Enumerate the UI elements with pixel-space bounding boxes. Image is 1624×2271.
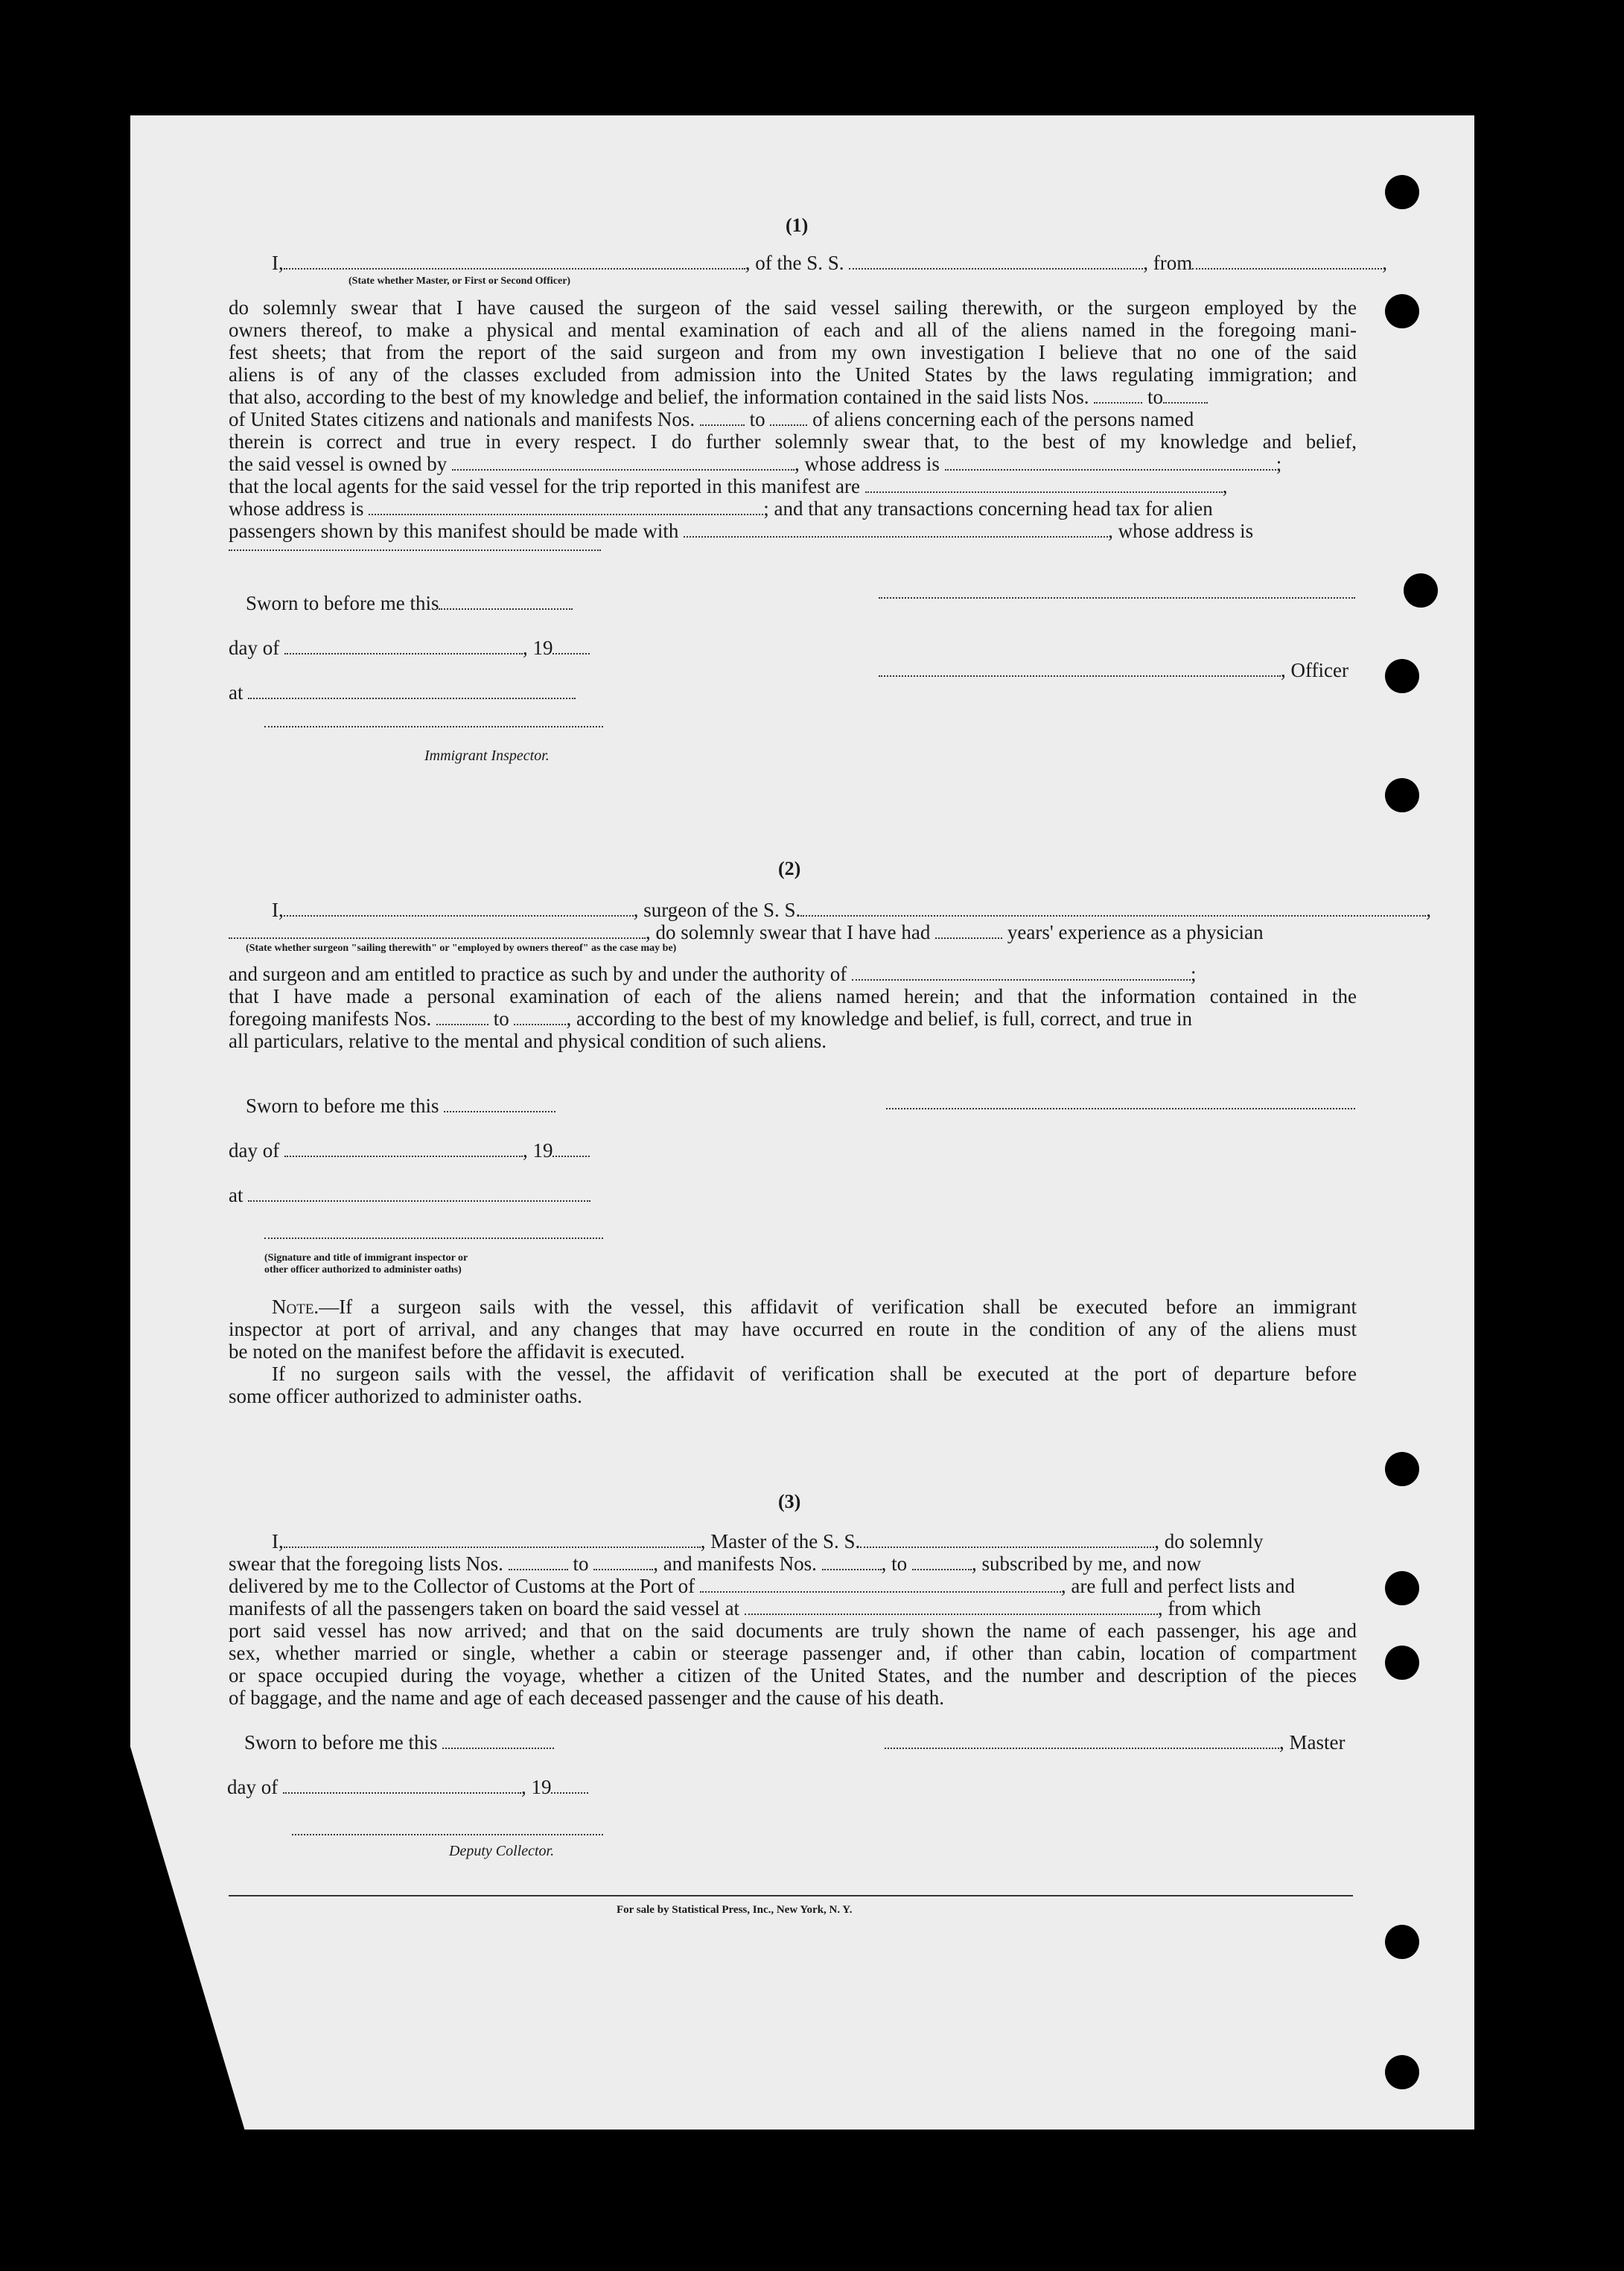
s1-officer-sign-line bbox=[879, 597, 1355, 599]
section-label-1: (1) bbox=[786, 214, 809, 236]
s2-sworn: Sworn to before me this bbox=[246, 1095, 555, 1117]
punch-hole bbox=[1385, 778, 1419, 812]
s3-collector-label: Deputy Collector. bbox=[449, 1843, 555, 1859]
s1-sworn: Sworn to before me this bbox=[246, 592, 573, 614]
note-line: inspector at port of arrival, and any changes that may have occurred en route in the condition of any of the aliens must bbox=[229, 1318, 1357, 1340]
bleed-through bbox=[745, 134, 1116, 153]
s2-line-6: all particulars, relative to the mental and physical condition of such aliens. bbox=[229, 1030, 827, 1052]
s1-line-10: that the local agents for the said vessel for the trip reported in this manifest are , bbox=[229, 475, 1228, 497]
punch-hole bbox=[1385, 659, 1419, 693]
s3-day: day of , 19 bbox=[227, 1776, 588, 1798]
s3-para-line: or space occupied during the voyage, whether a citizen of the United States, and the number and description of the pieces bbox=[229, 1664, 1357, 1686]
s3-line-1: I, , Master of the S. S. , do solemnly bbox=[272, 1530, 1264, 1552]
punch-hole bbox=[1385, 175, 1419, 209]
printer-imprint: For sale by Statistical Press, Inc., New York, N. Y. bbox=[617, 1904, 853, 1916]
s1-para-line: do solemnly swear that I have caused the surgeon of the said vessel sailing therewith, or the surgeon employed by the bbox=[229, 296, 1357, 319]
punch-hole bbox=[1385, 1925, 1419, 1959]
s2-line-2: , do solemnly swear that I have had years' experience as a physician bbox=[229, 921, 1264, 943]
note-line: be noted on the manifest before the affidavit is executed. bbox=[229, 1340, 685, 1363]
note-line: some officer authorized to administer oaths. bbox=[229, 1385, 582, 1407]
s2-at: at bbox=[229, 1184, 590, 1206]
punch-hole bbox=[1385, 2055, 1419, 2089]
officer-note: (State whether Master, or First or Second Officer) bbox=[348, 275, 571, 287]
s1-line-1: I, , of the S. S. , from , bbox=[272, 252, 1387, 274]
punch-hole bbox=[1385, 1452, 1419, 1486]
s3-master: , Master bbox=[885, 1731, 1345, 1754]
section-label-3: (3) bbox=[778, 1491, 801, 1512]
s3-line-8: of baggage, and the name and age of each deceased passenger and the cause of his death. bbox=[229, 1686, 945, 1709]
punch-hole bbox=[1385, 1646, 1419, 1680]
s1-para-line: aliens is of any of the classes excluded from admission into the United States by the laws regulating immigration; and bbox=[229, 363, 1357, 386]
section-label-2: (2) bbox=[778, 858, 801, 879]
s1-line-12: passengers shown by this manifest should be made with , whose address is bbox=[229, 520, 1254, 542]
s1-inspector-sign-line bbox=[264, 726, 603, 727]
s2-line-1: I, , surgeon of the S. S. , bbox=[272, 899, 1432, 921]
footer-rule bbox=[229, 1895, 1353, 1896]
s1-line-9: the said vessel is owned by , whose address is ; bbox=[229, 453, 1282, 475]
punch-hole bbox=[1385, 1571, 1419, 1605]
s3-line-2: swear that the foregoing lists Nos. to , and manifests Nos. , to , subscribed by me, and now bbox=[229, 1552, 1202, 1575]
s2-signature-note: other officer authorized to administer oaths) bbox=[264, 1264, 462, 1275]
s1-address-line bbox=[229, 550, 601, 551]
note-line-1: Note.—If a surgeon sails with the vessel, this affidavit of verification shall be executed before an immigrant bbox=[272, 1296, 1357, 1318]
s2-surgeon-note: (State whether surgeon "sailing therewith" or "employed by owners thereof" as the case may be) bbox=[246, 943, 677, 954]
s1-para-line: fest sheets; that from the report of the said surgeon and from my own investigation I believe that no one of the said bbox=[229, 341, 1357, 363]
s2-inspector-sign-line bbox=[264, 1238, 603, 1239]
punch-hole bbox=[1404, 573, 1438, 608]
s3-para-line: port said vessel has now arrived; and that on the said documents are truly shown the name of each passenger, his age and bbox=[229, 1619, 1357, 1642]
s1-officer: , Officer bbox=[879, 659, 1348, 681]
s1-line-7: of United States citizens and nationals and manifests Nos. to of aliens concerning each of the persons named bbox=[229, 408, 1194, 430]
s3-line-4: manifests of all the passengers taken on board the said vessel at , from which bbox=[229, 1597, 1261, 1619]
s1-line-6: that also, according to the best of my knowledge and belief, the information contained in the said lists Nos. to bbox=[229, 386, 1208, 408]
s2-line-4: that I have made a personal examination of each of the aliens named herein; and that the information contained in the bbox=[229, 985, 1357, 1007]
s2-sign-line bbox=[886, 1108, 1355, 1109]
s1-at: at bbox=[229, 681, 576, 704]
s2-day: day of , 19 bbox=[229, 1139, 590, 1162]
s1-line-8: therein is correct and true in every respect. I do further solemnly swear that, to the best of my knowledge and belief, bbox=[229, 430, 1357, 453]
s3-line-3: delivered by me to the Collector of Customs at the Port of , are full and perfect lists and bbox=[229, 1575, 1296, 1597]
s1-line-11: whose address is ; and that any transactions concerning head tax for alien bbox=[229, 497, 1213, 520]
s3-para-line: sex, whether married or single, whether a cabin or steerage passenger and, if other than cabin, location of compartment bbox=[229, 1642, 1357, 1664]
s2-line-3: and surgeon and am entitled to practice as such by and under the authority of ; bbox=[229, 963, 1197, 985]
s2-signature-note: (Signature and title of immigrant inspector or bbox=[264, 1252, 468, 1264]
note-line: If no surgeon sails with the vessel, the affidavit of verification shall be executed at the port of departure before bbox=[272, 1363, 1357, 1385]
s1-para-line: owners thereof, to make a physical and mental examination of each and all of the aliens named in the foregoing mani- bbox=[229, 319, 1357, 341]
s3-sworn: Sworn to before me this bbox=[244, 1731, 554, 1754]
s1-inspector-label: Immigrant Inspector. bbox=[424, 748, 550, 764]
punch-hole bbox=[1385, 294, 1419, 328]
s1-day: day of , 19 bbox=[229, 637, 590, 659]
s2-line-5: foregoing manifests Nos. to , according to the best of my knowledge and belief, is full, correct, and true in bbox=[229, 1007, 1192, 1030]
s3-collector-sign-line bbox=[292, 1834, 603, 1835]
